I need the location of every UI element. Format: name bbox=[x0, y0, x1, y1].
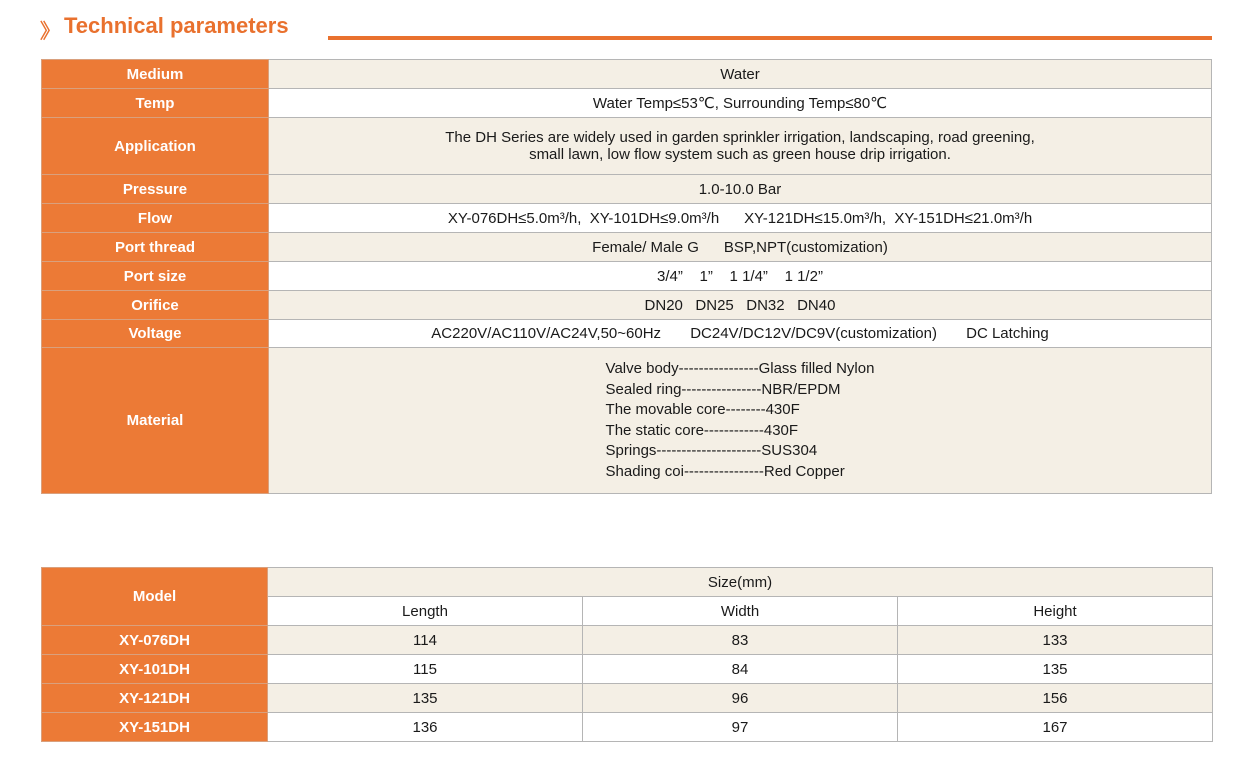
param-key: Orifice bbox=[42, 291, 269, 320]
param-key: Port thread bbox=[42, 233, 269, 262]
material-list bbox=[606, 359, 875, 482]
double-chevron-right-icon: 》 bbox=[40, 21, 57, 43]
param-row-orifice bbox=[42, 291, 1212, 320]
height-cell: 133 bbox=[898, 626, 1213, 655]
height-cell: 156 bbox=[898, 684, 1213, 713]
technical-parameters-table bbox=[41, 59, 1212, 494]
param-row-port-thread bbox=[42, 233, 1212, 262]
column-header-length: Length bbox=[268, 597, 583, 626]
param-row-application bbox=[42, 118, 1212, 175]
param-row-material bbox=[42, 348, 1212, 494]
material-item: Springs---------------------SUS304 bbox=[605, 442, 818, 459]
material-item: The movable core--------430F bbox=[605, 401, 800, 418]
param-value: Female/ Male G BSP,NPT(customization) bbox=[269, 233, 1212, 262]
param-row-pressure bbox=[42, 175, 1212, 204]
param-value: 1.0-10.0 Bar bbox=[269, 175, 1212, 204]
param-value: AC220V/AC110V/AC24V,50~60Hz DC24V/DC12V/DC9V(customization) DC Latching bbox=[269, 320, 1212, 348]
material-item: The static core------------430F bbox=[605, 421, 799, 439]
length-cell: 135 bbox=[268, 684, 583, 713]
width-cell: 84 bbox=[583, 655, 898, 684]
param-value bbox=[269, 348, 1212, 494]
size-header-row bbox=[42, 568, 1213, 597]
param-value: 3/4” 1” 1 1/4” 1 1/2” bbox=[269, 262, 1212, 291]
param-value: XY-076DH≤5.0m³/h, XY-101DH≤9.0m³/h XY-121DH≤15.0m³/h, XY-151DH≤21.0m³/h bbox=[269, 204, 1212, 233]
table-row bbox=[42, 655, 1213, 684]
section-header bbox=[40, 12, 1212, 42]
param-value: Water Temp≤53℃, Surrounding Temp≤80℃ bbox=[269, 89, 1212, 118]
param-key: Voltage bbox=[42, 320, 269, 348]
param-value: DN20 DN25 DN32 DN40 bbox=[269, 291, 1212, 320]
height-cell: 135 bbox=[898, 655, 1213, 684]
size-header: Size(mm) bbox=[268, 568, 1213, 597]
material-item: Sealed ring----------------NBR/EPDM bbox=[605, 380, 841, 398]
width-cell: 96 bbox=[583, 684, 898, 713]
width-cell: 97 bbox=[583, 713, 898, 742]
param-key: Material bbox=[42, 348, 269, 494]
param-key: Port size bbox=[42, 262, 269, 291]
param-row-voltage bbox=[42, 320, 1212, 348]
model-header: Model bbox=[42, 568, 268, 626]
param-row-temp bbox=[42, 89, 1212, 118]
param-row-flow bbox=[42, 204, 1212, 233]
table-row bbox=[42, 713, 1213, 742]
length-cell: 114 bbox=[268, 626, 583, 655]
param-key: Pressure bbox=[42, 175, 269, 204]
section-title: Technical parameters bbox=[64, 13, 289, 38]
param-row-port-size bbox=[42, 262, 1212, 291]
param-value: Water bbox=[269, 60, 1212, 89]
param-key: Medium bbox=[42, 60, 269, 89]
param-row-medium bbox=[42, 60, 1212, 89]
length-cell: 115 bbox=[268, 655, 583, 684]
application-line-1: The DH Series are widely used in garden sprinkler irrigation, landscaping, road greening, bbox=[445, 129, 1035, 146]
application-line-2: small lawn, low flow system such as green house drip irrigation. bbox=[529, 146, 951, 163]
material-item: Valve body----------------Glass filled Nylon bbox=[605, 360, 875, 377]
column-header-width: Width bbox=[583, 597, 898, 626]
param-key: Temp bbox=[42, 89, 269, 118]
param-key: Application bbox=[42, 118, 269, 175]
column-header-height: Height bbox=[898, 597, 1213, 626]
model-cell: XY-101DH bbox=[42, 655, 268, 684]
table-row bbox=[42, 684, 1213, 713]
width-cell: 83 bbox=[583, 626, 898, 655]
material-item: Shading coi----------------Red Copper bbox=[605, 462, 845, 480]
param-key: Flow bbox=[42, 204, 269, 233]
header-divider bbox=[328, 36, 1212, 40]
table-row bbox=[42, 626, 1213, 655]
height-cell: 167 bbox=[898, 713, 1213, 742]
length-cell: 136 bbox=[268, 713, 583, 742]
size-table bbox=[41, 567, 1213, 742]
model-cell: XY-151DH bbox=[42, 713, 268, 742]
model-cell: XY-076DH bbox=[42, 626, 268, 655]
param-value bbox=[269, 118, 1212, 175]
model-cell: XY-121DH bbox=[42, 684, 268, 713]
